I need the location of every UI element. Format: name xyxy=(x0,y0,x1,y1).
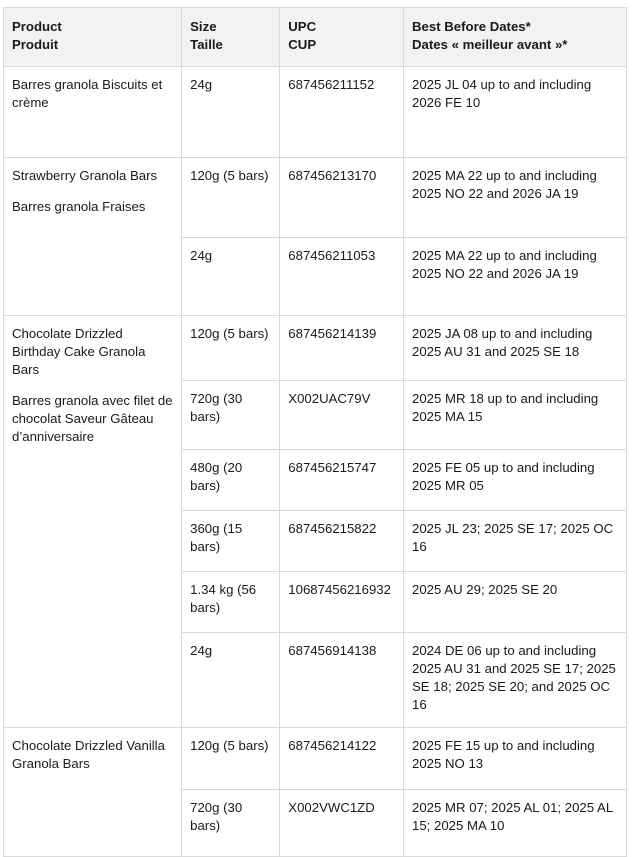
upc-cell: 687456914138 xyxy=(280,633,404,728)
product-name-en: Chocolate Drizzled Birthday Cake Granola Bars xyxy=(12,326,146,377)
upc-cell: X002UAC79V xyxy=(280,381,404,450)
header-size-en: Size xyxy=(190,19,217,34)
product-name-fr: Barres granola Fraises xyxy=(12,199,146,214)
size-cell: 24g xyxy=(182,67,280,158)
dates-cell: 2024 DE 06 up to and including 2025 AU 31 and 2025 SE 17; 2025 SE 18; 2025 SE 20; and 2025 OC 16 xyxy=(404,633,627,728)
size-cell: 360g (15 bars) xyxy=(182,511,280,572)
size-cell: 120g (5 bars) xyxy=(182,728,280,790)
header-dates-fr: Dates « meilleur avant »* xyxy=(412,37,568,52)
dates-cell: 2025 FE 05 up to and including 2025 MR 05 xyxy=(404,450,627,511)
table-row xyxy=(4,67,627,158)
product-name: Barres granola Biscuits et crème xyxy=(12,77,163,110)
size-cell: 1.34 kg (56 bars) xyxy=(182,572,280,633)
upc-cell: 687456214122 xyxy=(280,728,404,790)
table-row xyxy=(4,316,627,381)
header-dates-en: Best Before Dates* xyxy=(412,19,531,34)
table-row xyxy=(4,158,627,238)
header-upc-en: UPC xyxy=(288,19,317,34)
header-size-fr: Taille xyxy=(190,37,223,52)
upc-cell: 687456214139 xyxy=(280,316,404,381)
size-cell: 24g xyxy=(182,633,280,728)
upc-cell: 10687456216932 xyxy=(280,572,404,633)
upc-cell: 687456215747 xyxy=(280,450,404,511)
table-row xyxy=(4,728,627,790)
upc-cell: 687456213170 xyxy=(280,158,404,238)
size-cell: 120g (5 bars) xyxy=(182,316,280,381)
dates-cell: 2025 MA 22 up to and including 2025 NO 22 and 2026 JA 19 xyxy=(404,158,627,238)
upc-cell: 687456215822 xyxy=(280,511,404,572)
header-dates xyxy=(404,8,627,67)
upc-cell: X002VWC1ZD xyxy=(280,790,404,857)
recall-products-table xyxy=(3,7,627,857)
header-product-fr: Produit xyxy=(12,37,59,52)
dates-cell: 2025 MR 07; 2025 AL 01; 2025 AL 15; 2025 MA 10 xyxy=(404,790,627,857)
header-size xyxy=(182,8,280,67)
dates-cell: 2025 JL 23; 2025 SE 17; 2025 OC 16 xyxy=(404,511,627,572)
dates-cell: 2025 MA 22 up to and including 2025 NO 22 and 2026 JA 19 xyxy=(404,238,627,316)
dates-cell: 2025 AU 29; 2025 SE 20 xyxy=(404,572,627,633)
header-upc xyxy=(280,8,404,67)
header-upc-fr: CUP xyxy=(288,37,317,52)
upc-cell: 687456211053 xyxy=(280,238,404,316)
product-name-fr: Barres granola avec filet de chocolat Saveur Gâteau d’anniversaire xyxy=(12,393,173,444)
product-name-cell xyxy=(4,728,182,857)
header-product-en: Product xyxy=(12,19,62,34)
dates-cell: 2025 MR 18 up to and including 2025 MA 15 xyxy=(404,381,627,450)
product-name-cell xyxy=(4,316,182,728)
product-name-cell xyxy=(4,67,182,158)
size-cell: 720g (30 bars) xyxy=(182,381,280,450)
product-name-cell xyxy=(4,158,182,316)
product-name-en: Strawberry Granola Bars xyxy=(12,168,158,183)
size-cell: 120g (5 bars) xyxy=(182,158,280,238)
product-name-en: Chocolate Drizzled Vanilla Granola Bars xyxy=(12,738,165,771)
dates-cell: 2025 JL 04 up to and including 2026 FE 10 xyxy=(404,67,627,158)
dates-cell: 2025 FE 15 up to and including 2025 NO 13 xyxy=(404,728,627,790)
size-cell: 24g xyxy=(182,238,280,316)
header-product xyxy=(4,8,182,67)
upc-cell: 687456211152 xyxy=(280,67,404,158)
dates-cell: 2025 JA 08 up to and including 2025 AU 31 and 2025 SE 18 xyxy=(404,316,627,381)
size-cell: 720g (30 bars) xyxy=(182,790,280,857)
size-cell: 480g (20 bars) xyxy=(182,450,280,511)
table-header-row xyxy=(4,8,627,67)
